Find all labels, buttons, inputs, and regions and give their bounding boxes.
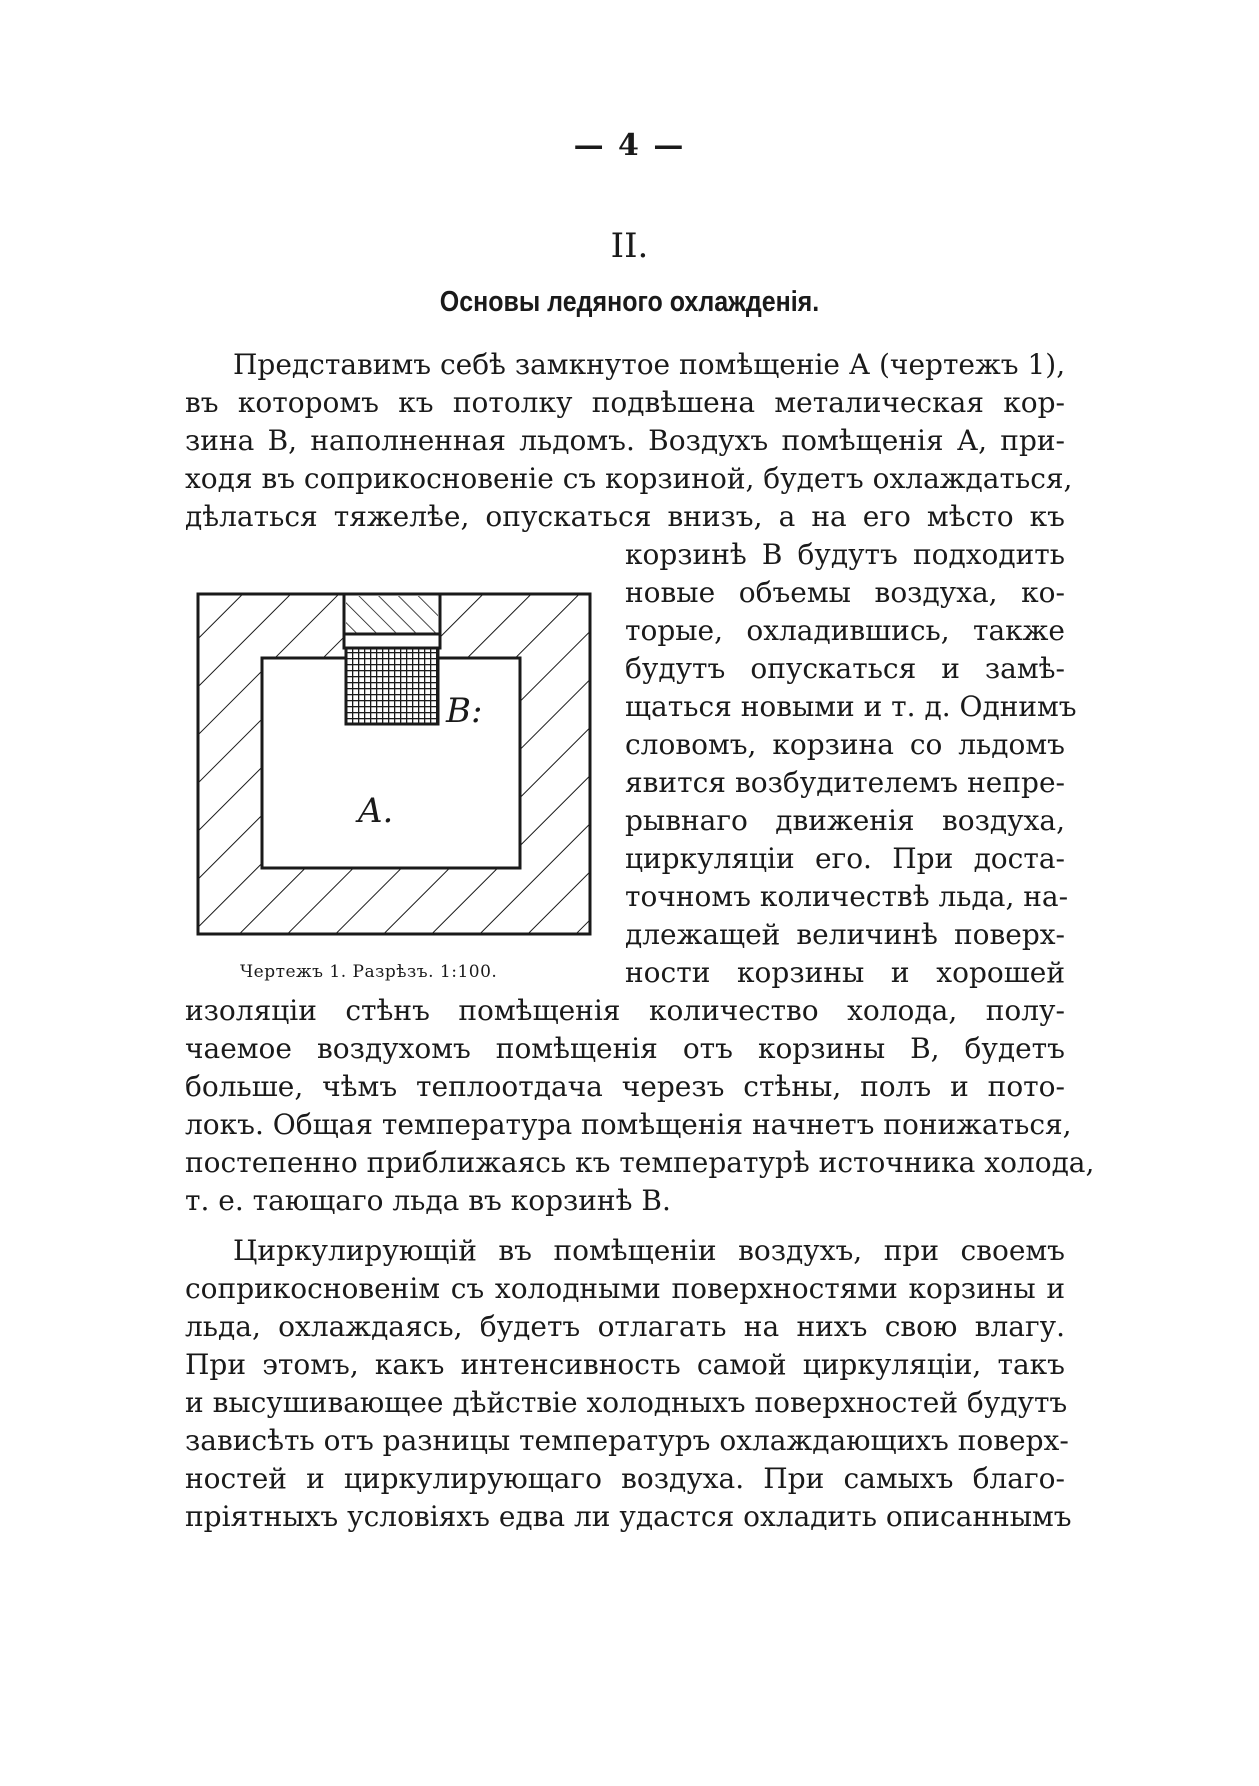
text-line: новые объемы воздуха, ко- — [625, 576, 1065, 609]
text-line: При этомъ, какъ интенсивность самой циркуляціи, такъ — [185, 1348, 1065, 1381]
text-line: пріятныхъ условіяхъ едва ли удастся охладить описаннымъ — [185, 1500, 1072, 1533]
text-line: дѣлаться тяжелѣе, опускаться внизъ, а на его мѣсто къ — [185, 500, 1065, 533]
text-line: явится возбудителемъ непре- — [625, 766, 1065, 799]
text-line: длежащей величинѣ поверх- — [625, 918, 1065, 951]
text-line: рывнаго движенія воздуха, — [625, 804, 1065, 837]
text-line: Циркулирующій въ помѣщеніи воздухъ, при своемъ — [233, 1234, 1065, 1267]
text-line: будутъ опускаться и замѣ- — [625, 652, 1065, 685]
ice-basket — [346, 648, 438, 724]
text-line: корзинѣ В будутъ подходить — [625, 538, 1065, 571]
text-line: соприкосновенім съ холодными поверхностями корзины и — [185, 1272, 1065, 1305]
text-line: чаемое воздухомъ помѣщенія отъ корзины В, будетъ — [185, 1032, 1065, 1065]
text-line: постепенно приближаясь къ температурѣ источника холода, — [185, 1146, 1095, 1179]
room-cross-section-figure — [196, 592, 592, 936]
figure-caption: Чертежъ 1. Разрѣзъ. 1:100. — [240, 962, 498, 982]
room-label: A. — [358, 791, 394, 831]
text-line: ности корзины и хорошей — [625, 956, 1065, 989]
text-line: словомъ, корзина со льдомъ — [625, 728, 1065, 761]
basket-label: B: — [446, 691, 483, 731]
text-line: зина В, наполненная льдомъ. Воздухъ помѣщенія А, при- — [185, 424, 1065, 457]
text-line: циркуляціи его. При доста- — [625, 842, 1065, 875]
text-line: локъ. Общая температура помѣщенія начнетъ понижаться, — [185, 1108, 1072, 1141]
text-line: и высушивающее дѣйствіе холодныхъ поверхностей будутъ — [185, 1386, 1068, 1419]
text-line: ходя въ соприкосновеніе съ корзиной, будетъ охлаждаться, — [185, 462, 1073, 495]
text-line: Представимъ себѣ замкнутое помѣщеніе А (чертежъ 1), — [233, 348, 1066, 381]
text-line: изоляціи стѣнъ помѣщенія количество холода, полу- — [185, 994, 1065, 1027]
text-line: зависѣть отъ разницы температуръ охлаждающихъ поверх- — [185, 1424, 1069, 1457]
ceiling-hatch-fill — [346, 596, 438, 634]
text-line: льда, охлаждаясь, будетъ отлагать на нихъ свою влагу. — [185, 1310, 1065, 1343]
chapter-number: II. — [610, 226, 649, 266]
text-line: т. е. тающаго льда въ корзинѣ В. — [185, 1184, 671, 1217]
page-number: — 4 — — [573, 128, 686, 163]
text-line: точномъ количествѣ льда, на- — [625, 880, 1069, 913]
section-heading: Основы ледяного охлажденія. — [439, 285, 820, 319]
text-line: щаться новыми и т. д. Однимъ — [625, 690, 1077, 723]
text-line: въ которомъ къ потолку подвѣшена металическая кор- — [185, 386, 1065, 419]
text-line: больше, чѣмъ теплоотдача черезъ стѣны, полъ и пото- — [185, 1070, 1065, 1103]
text-line: торые, охладившись, также — [625, 614, 1065, 647]
text-line: ностей и циркулирующаго воздуха. При самыхъ благо- — [185, 1462, 1065, 1495]
